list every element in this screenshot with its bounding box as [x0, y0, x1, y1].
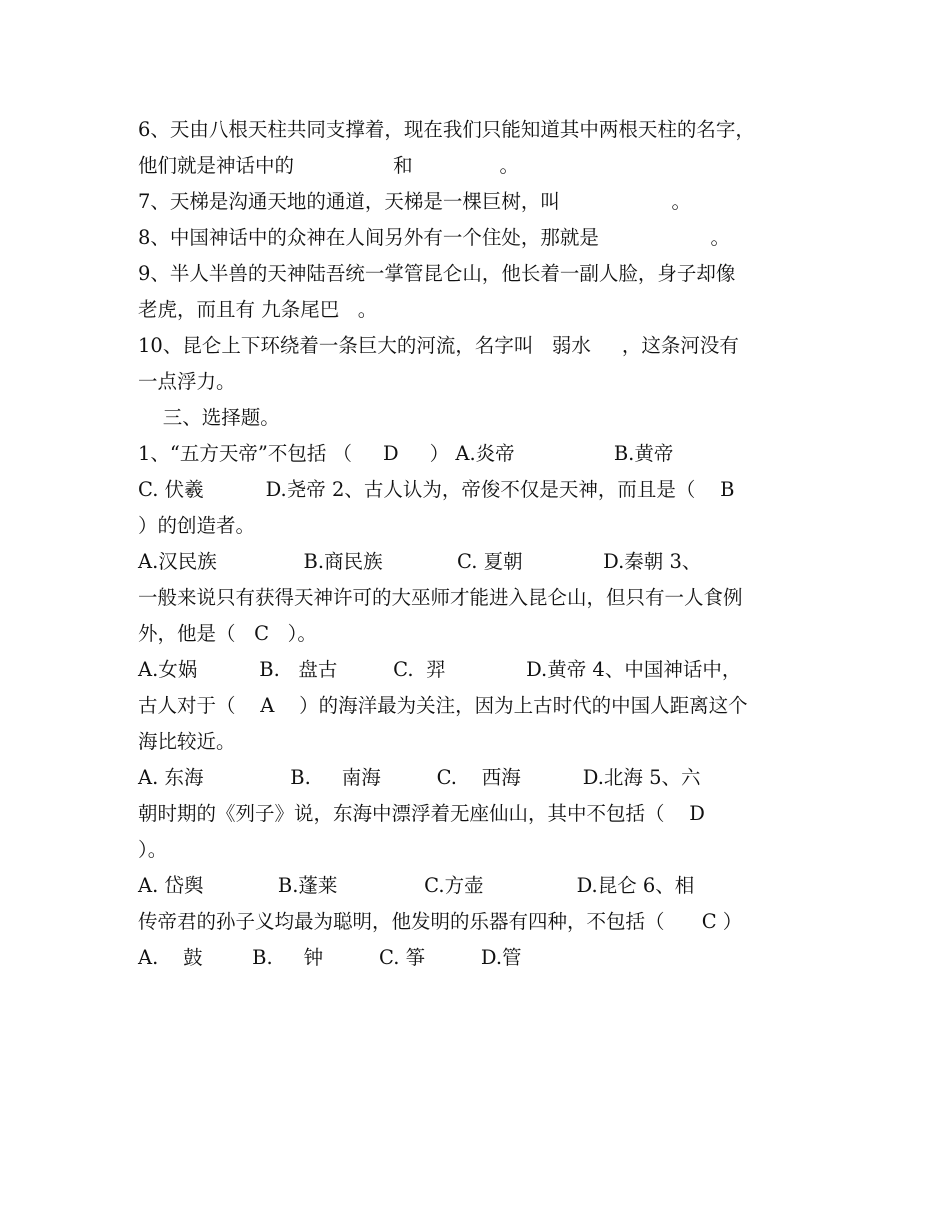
choice-5-line-2: 朝时期的《列子》说，东海中漂浮着无座仙山，其中不包括（ D [138, 802, 705, 825]
question-8: 8、中国神话中的众神在人间另外有一个住处，那就是 。 [138, 226, 730, 249]
question-9-line-1: 9、半人半兽的天神陆吾统一掌管昆仑山，他长着一副人脸，身子却像 [138, 262, 736, 285]
choice-5-options-choice-6: A. 岱舆 B.蓬莱 C.方壶 D.昆仑 6、相 [138, 874, 695, 897]
choice-6-options: A. 鼓 B. 钟 C. 筝 D.管 [138, 946, 522, 969]
choice-4-line-2: 古人对于（ A ）的海洋最为关注，因为上古时代的中国人距离这个 [138, 694, 748, 717]
question-7: 7、天梯是沟通天地的通道，天梯是一棵巨树，叫 。 [138, 190, 691, 213]
question-10-line-2: 一点浮力。 [138, 370, 236, 393]
choice-2-continued: ）的创造者。 [138, 514, 256, 537]
choice-2-options: A.汉民族 B.商民族 C. 夏朝 D.秦朝 3、 [138, 550, 702, 573]
choice-1: 1、“五方天帝”不包括 （ D ） A.炎帝 B.黄帝 [138, 442, 674, 465]
choice-3-line-1: 一般来说只有获得天神许可的大巫师才能进入昆仑山，但只有一人食例 [138, 586, 743, 609]
choice-5-line-3: ）。 [138, 838, 168, 861]
choice-1-options-choice-2: C. 伏羲 D.尧帝 2、古人认为，帝俊不仅是天神，而且是（ B [138, 478, 735, 501]
question-10-line-1: 10、昆仑上下环绕着一条巨大的河流，名字叫 弱水 ，这条河没有 [138, 334, 739, 357]
question-6-line-1: 6、天由八根天柱共同支撑着，现在我们只能知道其中两根天柱的名字， [138, 118, 755, 141]
choice-3-options-choice-4: A.女娲 B. 盘古 C. 羿 D.黄帝 4、中国神话中， [138, 658, 742, 681]
choice-6-line-2: 传帝君的孙子义均最为聪明，他发明的乐器有四种，不包括（ C ） [138, 910, 743, 933]
choice-4-line-3: 海比较近。 [138, 730, 236, 753]
question-9-line-2: 老虎，而且有 九条尾巴 。 [138, 298, 378, 321]
question-6-line-2: 他们就是神话中的 和 。 [138, 154, 519, 177]
section-heading-choice: 三、选择题。 [138, 406, 280, 429]
choice-3-line-2: 外，他是（ C ）。 [138, 622, 317, 645]
choice-4-options-choice-5: A. 东海 B. 南海 C. 西海 D.北海 5、六 [138, 766, 701, 789]
